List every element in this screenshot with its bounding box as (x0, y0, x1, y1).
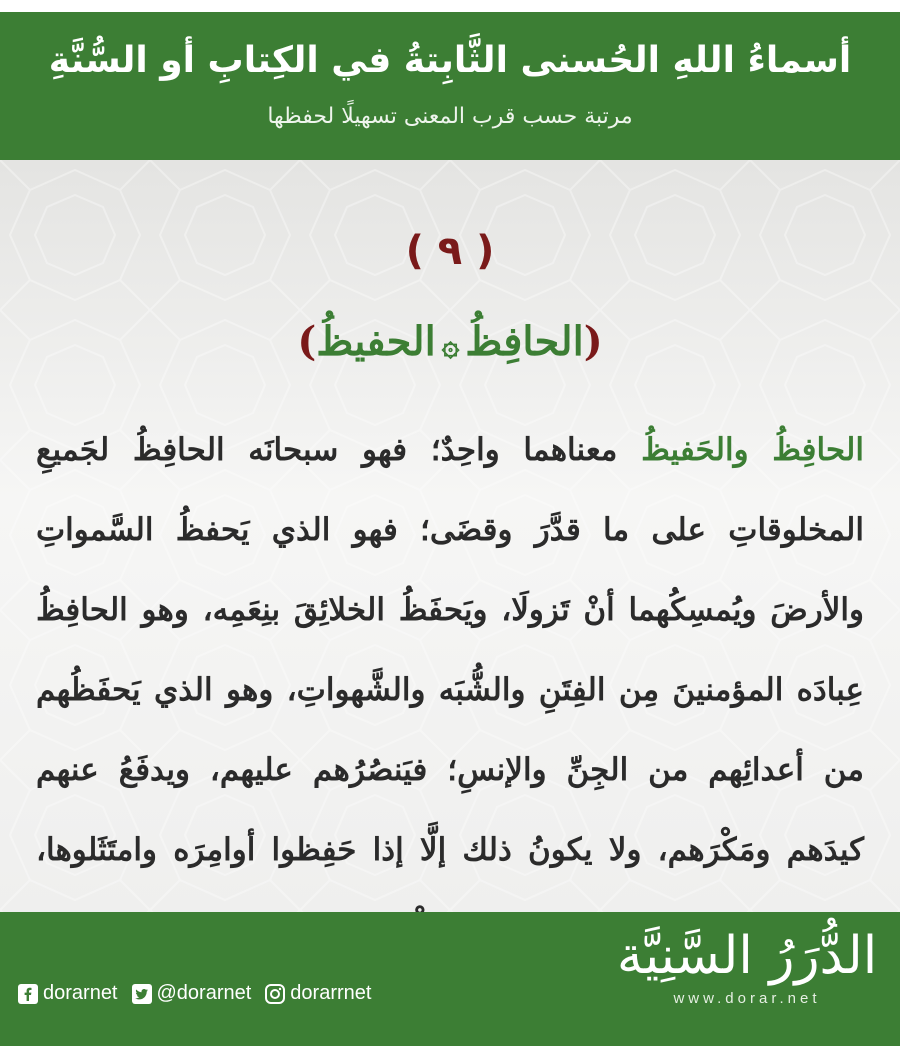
open-paren: ( (583, 318, 603, 365)
explanation-highlight: الحافِظُ والحَفيظُ (641, 432, 864, 468)
brand-logo (612, 926, 882, 1007)
instagram-icon (265, 984, 285, 1004)
explanation-body: معناهما واحِدٌ؛ فهو سبحانَه الحافِظُ لجَميعِ المخلوقاتِ على ما قدَّرَ وقضَى؛ فهو الذي يَحفظُ السَّمواتِ والأرضَ ويُمسِكُهما أنْ تَزولَا، ويَحفَظُ الخلائِقَ بنِعَمِه، وهو الحافِظُ عِبادَه المؤمنينَ مِن الفِتَنِ والشُّبَه والشَّهواتِ، وهو الذي يَحفَظُهم من أعدائِهم من الجِنِّ والإنسِ؛ فيَنصُرُهم عليهم، ويدفَعُ عنهم كيدَهم ومَكْرَهم، ولا يكونُ ذلك إلَّا إذا حَفِظوا أوامِرَه وامتَثَلوها، (36, 432, 864, 868)
content-card (0, 160, 900, 912)
facebook-handle: dorarnet (43, 982, 118, 1004)
header-banner (0, 0, 900, 160)
facebook-link[interactable] (18, 982, 118, 1005)
item-number: ( ٩ ) (405, 228, 495, 274)
names-heading (0, 318, 900, 365)
twitter-handle: @dorarnet (156, 982, 252, 1004)
facebook-icon (18, 984, 38, 1004)
close-paren: ) (297, 318, 317, 365)
twitter-icon (132, 984, 152, 1004)
brand-url: www.dorar.net (673, 990, 821, 1007)
instagram-link[interactable] (265, 982, 371, 1005)
name-al-hafeez: الحفيظُ (316, 318, 436, 365)
footer-banner (0, 912, 900, 1046)
page-subtitle: مرتبة حسب قرب المعنى تسهيلًا لحفظها (267, 104, 633, 129)
page-title: أسماءُ اللهِ الحُسنى الثَّابِتةُ في الكِتابِ أو السُّنَّةِ (48, 40, 852, 81)
name-al-hafiz: الحافِظُ (465, 318, 584, 365)
star-separator-icon: ۞ (441, 328, 460, 363)
brand-name: الدُّرَرُ السَّنِيَّة (616, 926, 878, 986)
instagram-handle: dorarrnet (290, 982, 372, 1004)
twitter-link[interactable] (132, 982, 252, 1005)
social-links (18, 982, 385, 1005)
explanation-text (36, 410, 864, 912)
